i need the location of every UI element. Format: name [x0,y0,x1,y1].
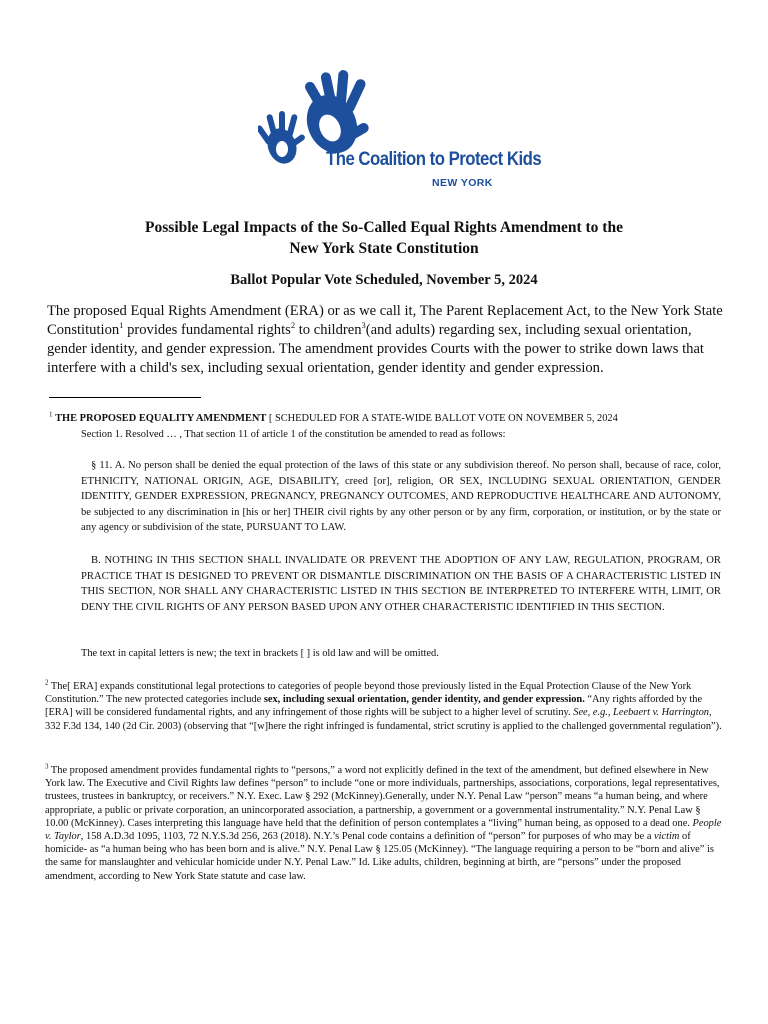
footnote-ref-3: 3 [361,320,366,331]
footnote-2-text-bold: sex, including sexual orientation, gender identity, and gender expression. [263,694,585,706]
intro-text-1: The proposed Equal Rights Amendment (ERA) or as we call it, The Parent Replacement Act, to the New York State Constitution [47,303,723,338]
footnote-3-victim: victim [654,831,680,843]
footnote-2-text-c: “Any rights afforded by the [ERA] will be considered fundamental rights, and any infringement of those rights will be subject to a higher level of scrutiny. [45,694,703,719]
intro-paragraph [47,302,723,378]
footnote-1-section: Section 1. Resolved … , That section 11 of article 1 of the constitution be amended to read as follows: [81,429,506,440]
logo-subtitle: NEW YORK [432,177,493,189]
coalition-logo [258,66,542,194]
footnote-ref-1: 1 [119,320,124,331]
footnote-ref-2: 2 [290,320,296,331]
intro-text-4: (and adults) regarding sex, including sexual orientation, gender identity, and gender expression. The amendment provides Courts with the power to strike down laws that interfere with a child's sex, including sexual orientation, gender identity and gender expression. [47,322,704,376]
logo-name: The Coalition to Protect Kids [326,148,542,170]
footnote-1-marker: 1 [49,410,53,419]
footnote-3-text-a: The proposed amendment provides fundamental rights to “persons,” a word not explicitly defined in the text of the amendment, but defined elsewhere in New York law. The Executive and Civil Rights law defines “person” to include “one or more individuals, partnerships, associations, corporations, legal representatives, trustees, trustees in bankruptcy, or receivers.” N.Y. Exec. Law § 292 (McKinney).Generally, under N.Y. Penal Law “person” means “a human being, and where appropriate, a public or private corporation, an unincorporated association, a partnership, a government or a governmental instrumentality.” N.Y. Penal Law § 10.00 (McKinney). Cases interpreting this language have held that the definition of person contemplates a “living” human being, as opposed to a dead one. [45,765,720,829]
footnote-2-citation: See, e.g., Leebaert v. Harrington [573,707,709,719]
title-line-2: New York State Constitution [289,240,479,257]
intro-text-3: to children [295,322,362,338]
footnote-1-title-rest: [ SCHEDULED FOR A STATE-WIDE BALLOT VOTE ON NOVEMBER 5, 2024 [266,413,618,424]
footnote-1-heading [49,412,729,425]
title-line-1: Possible Legal Impacts of the So-Called Equal Rights Amendment to the [145,219,623,236]
footnote-3-text-c: , 158 A.D.3d 1095, 1103, 72 N.Y.S.3d 256, 263 (2018). N.Y.’s Penal code contains a definition of “person” for purposes of who may be a [80,831,655,843]
footnote-2-text-e: , 332 F.3d 134, 140 (2d Cir. 2003) (observing that “[w]here the right infringed is fundamental, strict scrutiny is applied to the challenged governmental regulation”). [45,707,722,732]
intro-text-2: provides fundamental rights [123,322,291,338]
footnote-divider [49,397,201,398]
footnote-2-marker: 2 [45,678,49,687]
document-title [0,217,768,259]
footnote-1-title: THE PROPOSED EQUALITY AMENDMENT [55,413,267,424]
footnote-2 [45,680,725,733]
footnote-3-citation: People v. Taylor [45,817,722,843]
document-subtitle: Ballot Popular Vote Scheduled, November 5, 2024 [230,272,538,288]
footnote-1-paragraph-11a: § 11. A. No person shall be denied the equal protection of the laws of this state or any subdivision thereof. No person shall, because of race, color, ETHNICITY, NATIONAL ORIGIN, AGE, DISABILITY, creed [or], religion, OR SEX, INCLUDING SEXUAL ORIENTATION, GENDER IDENTITY, GENDER EXPRESSION, PREGNANCY, PREGNANCY OUTCOMES, AND REPRODUCTIVE HEALTHCARE AND AUTONOMY, be subjected to any discrimination in [his or her] THEIR civil rights by any other person or by any firm, corporation, or institution, or by the state or any agency or subdivision of the state, PURSUANT TO LAW. [81,460,721,534]
footnote-1-note: The text in capital letters is new; the text in brackets [ ] is old law and will be omitted. [81,648,439,659]
handprints-icon [258,66,510,194]
footnote-1-paragraph-b: B. NOTHING IN THIS SECTION SHALL INVALIDATE OR PREVENT THE ADOPTION OF ANY LAW, REGULATION, PROGRAM, OR PRACTICE THAT IS DESIGNED TO PREVENT OR DISMANTLE DISCRIMINATION ON THE BASIS OF A CHARACTERISTIC LISTED IN THIS SECTION, NOR SHALL ANY CHARACTERISTIC LISTED IN THIS SECTION BE INTERPRETED TO INTERFERE WITH, LIMIT, OR DENY THE CIVIL RIGHTS OF ANY PERSON BASED UPON ANY OTHER CHARACTERISTIC IDENTIFIED IN THIS SECTION. [81,555,721,613]
footnote-3-text-e: of homicide- as “a human being who has been born and is alive.” N.Y. Penal Law § 125.05 (McKinney). “The language requiring a person to be “born and alive” is the same for manslaughter and vehicular homicide under N.Y. Penal Law.” Id. Like adults, children, beginning at birth, are “persons” under the proposed amendment, according to New York State statute and case law. [45,831,714,882]
footnote-2-text-a: The[ ERA] expands constitutional legal protections to categories of people beyond those previously listed in the Equal Protection Clause of the New York Constitution.” The new protected categories include [45,681,692,706]
footnote-3 [45,764,723,883]
footnote-3-marker: 3 [45,762,49,771]
